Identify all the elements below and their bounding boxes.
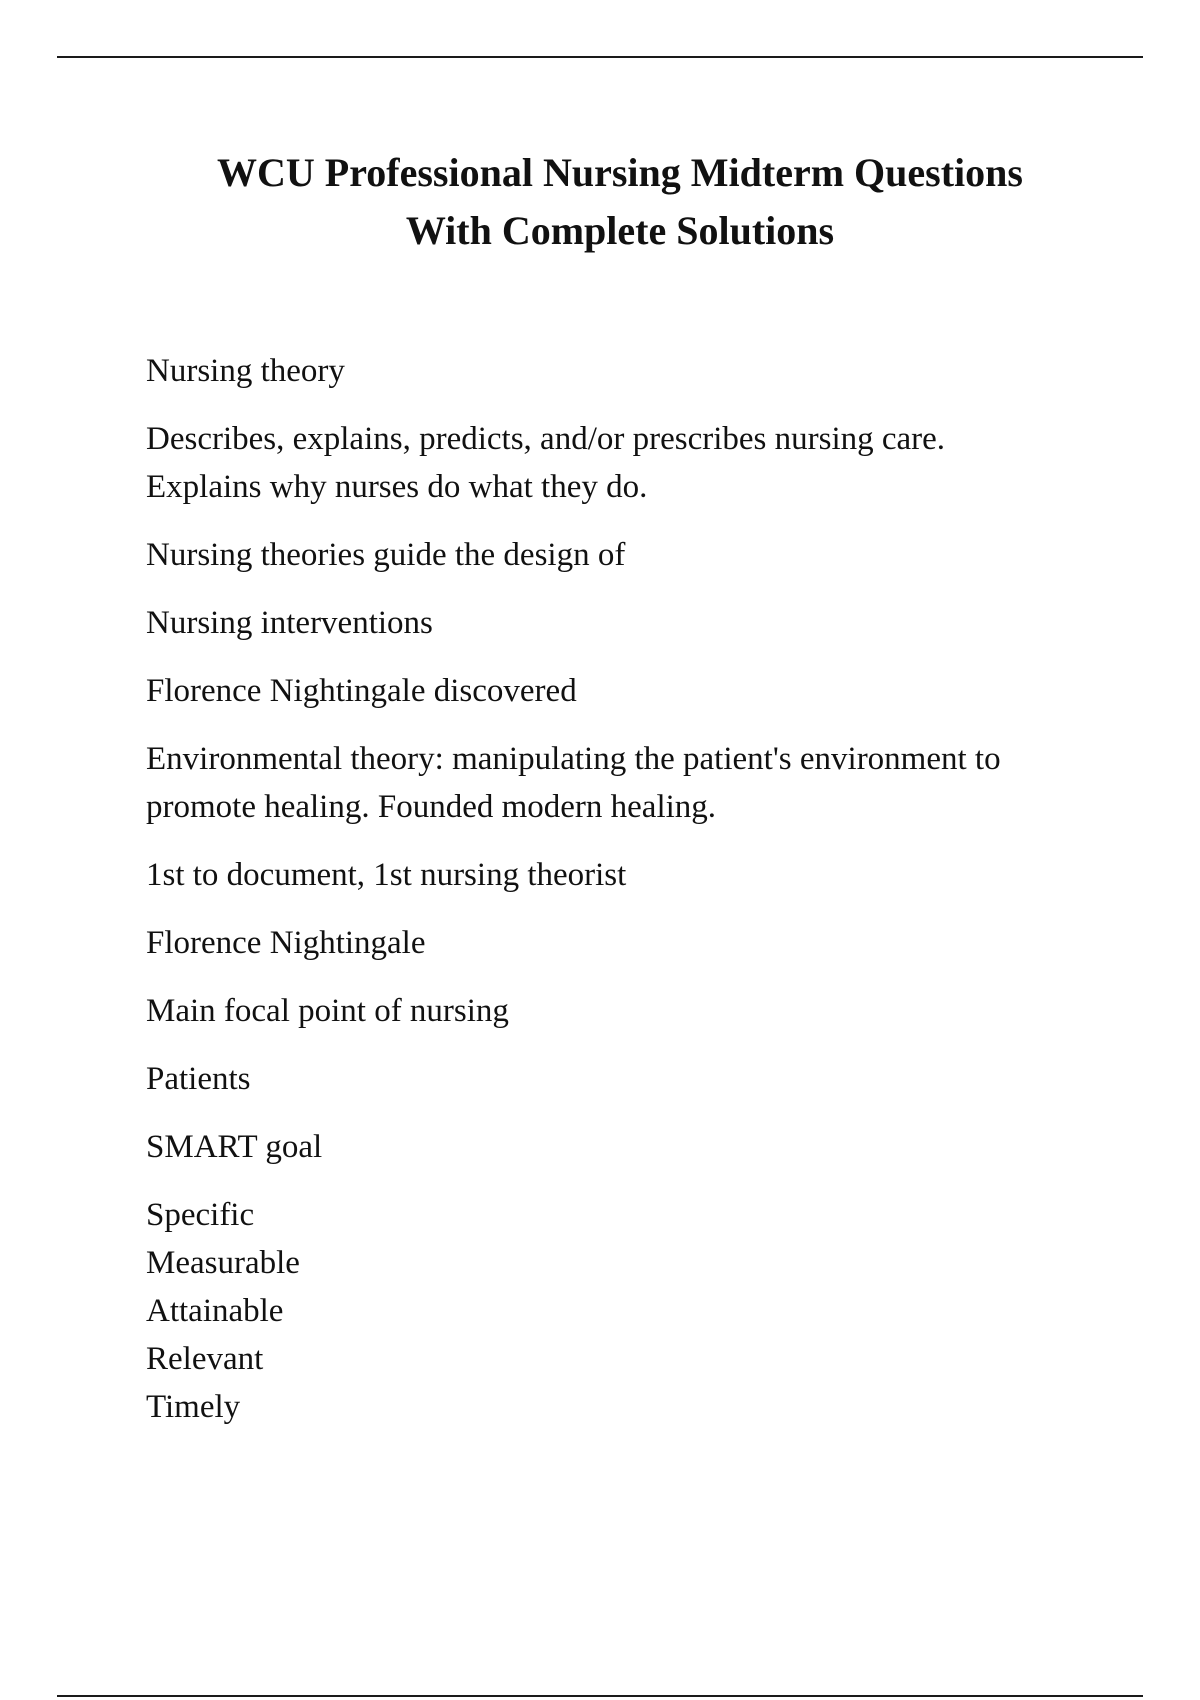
entry-line: promote healing. Founded modern healing. bbox=[146, 789, 717, 825]
entry-line: Nursing interventions bbox=[146, 605, 433, 641]
question-smart-goal bbox=[146, 1123, 1126, 1171]
entry-line: Describes, explains, predicts, and/or prescribes nursing care. bbox=[146, 421, 946, 457]
entry-line: SMART goal bbox=[146, 1129, 323, 1165]
entry-line: Explains why nurses do what they do. bbox=[146, 469, 648, 505]
entry-line: Main focal point of nursing bbox=[146, 993, 509, 1029]
entry-line: Environmental theory: manipulating the patient's environment to bbox=[146, 741, 1001, 777]
title-line: With Complete Solutions bbox=[405, 208, 835, 253]
entry-line: Nursing theory bbox=[146, 353, 345, 389]
bottom-divider bbox=[57, 1695, 1143, 1697]
answer-focal-point bbox=[146, 1055, 1126, 1103]
entry-line: Nursing theories guide the design of bbox=[146, 537, 626, 573]
answer-theories-guide bbox=[146, 599, 1126, 647]
entry-line: Florence Nightingale bbox=[146, 925, 426, 961]
title-line: WCU Professional Nursing Midterm Questions bbox=[217, 150, 1023, 195]
question-nursing-theory bbox=[146, 347, 1126, 395]
entry-line: Patients bbox=[146, 1061, 251, 1097]
entry-line: Specific bbox=[146, 1197, 255, 1233]
entry-line: Florence Nightingale discovered bbox=[146, 673, 577, 709]
question-theories-guide bbox=[146, 531, 1126, 579]
answer-nursing-theory bbox=[146, 415, 1126, 511]
qa-list bbox=[146, 347, 1126, 1451]
document-title bbox=[100, 144, 1140, 260]
answer-first-theorist bbox=[146, 919, 1126, 967]
question-focal-point bbox=[146, 987, 1126, 1035]
answer-nightingale-discovered bbox=[146, 735, 1126, 831]
entry-line: Measurable bbox=[146, 1245, 300, 1281]
entry-line: Attainable bbox=[146, 1293, 284, 1329]
question-nightingale-discovered bbox=[146, 667, 1126, 715]
question-first-theorist bbox=[146, 851, 1126, 899]
entry-line: 1st to document, 1st nursing theorist bbox=[146, 857, 627, 893]
top-divider bbox=[57, 56, 1143, 58]
entry-line: Timely bbox=[146, 1389, 241, 1425]
entry-line: Relevant bbox=[146, 1341, 264, 1377]
answer-smart-goal bbox=[146, 1191, 1126, 1431]
